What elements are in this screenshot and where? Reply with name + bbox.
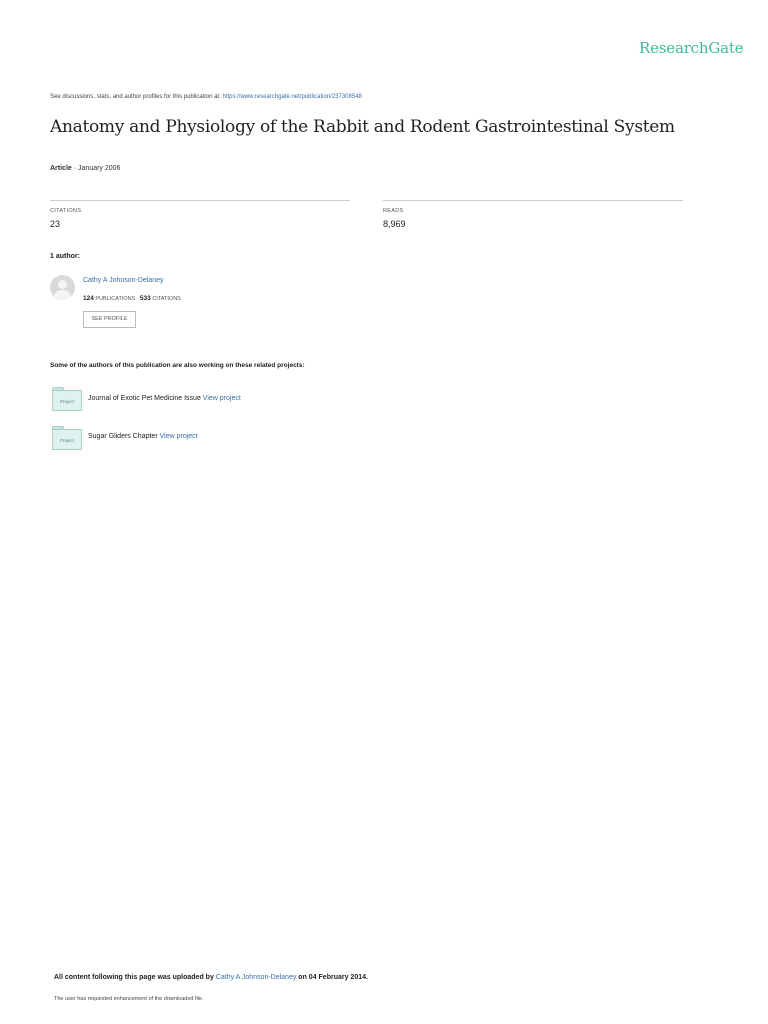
author-name-link[interactable]: Cathy A Johnson-Delaney — [83, 277, 164, 284]
avatar[interactable] — [50, 275, 75, 300]
project-name: Sugar Gliders Chapter — [88, 433, 158, 440]
author-stats — [83, 295, 181, 302]
project-folder-icon — [52, 426, 82, 450]
view-project-link[interactable]: View project — [202, 395, 241, 402]
author-citations-count: 533 — [139, 295, 151, 302]
uploader-link[interactable]: Cathy A Johnson-Delaney — [215, 974, 297, 981]
article-type: Article — [50, 165, 72, 172]
reads-divider — [383, 200, 683, 201]
view-project-link[interactable]: View project — [159, 433, 198, 440]
publication-url-link[interactable]: https://www.researchgate.net/publication/237308548 — [222, 94, 362, 100]
project-item — [88, 395, 241, 402]
citations-label: CITATIONS — [50, 208, 82, 214]
discussion-line — [50, 94, 362, 100]
avatar-body-icon — [54, 290, 71, 300]
project-folder-icon — [52, 387, 82, 411]
discussion-text: See discussions, stats, and author profiles for this publication at: — [50, 94, 223, 100]
publications-count: 124 — [83, 295, 94, 302]
meta-separator: · — [71, 165, 79, 172]
project-name: Journal of Exotic Pet Medicine Issue — [88, 395, 201, 402]
upload-suffix: on 04 February 2014. — [296, 974, 368, 981]
reads-value: 8,969 — [383, 219, 406, 229]
reads-label: READS — [383, 208, 404, 214]
upload-prefix: All content following this page was uploaded by — [54, 974, 216, 981]
citations-value: 23 — [50, 219, 61, 229]
authors-heading: 1 author: — [50, 253, 80, 260]
project-item — [88, 433, 198, 440]
see-profile-button[interactable]: SEE PROFILE — [83, 311, 136, 328]
author-citations-label: CITATIONS — [152, 296, 181, 302]
researchgate-logo[interactable]: ResearchGate — [639, 39, 744, 57]
article-meta — [50, 165, 120, 172]
projects-heading: Some of the authors of this publication are also working on these related projects: — [50, 362, 305, 369]
enhancement-note: The user has requested enhancement of the downloaded file. — [54, 996, 204, 1002]
avatar-head-icon — [58, 280, 67, 289]
page-title: Anatomy and Physiology of the Rabbit and Rodent Gastrointestinal System — [50, 117, 675, 137]
upload-notice — [54, 974, 368, 981]
folder-label: Project — [52, 390, 82, 411]
article-date: January 2006 — [78, 165, 121, 172]
folder-label: Project — [52, 429, 82, 450]
citations-divider — [50, 200, 350, 201]
publications-label: PUBLICATIONS — [95, 296, 136, 302]
